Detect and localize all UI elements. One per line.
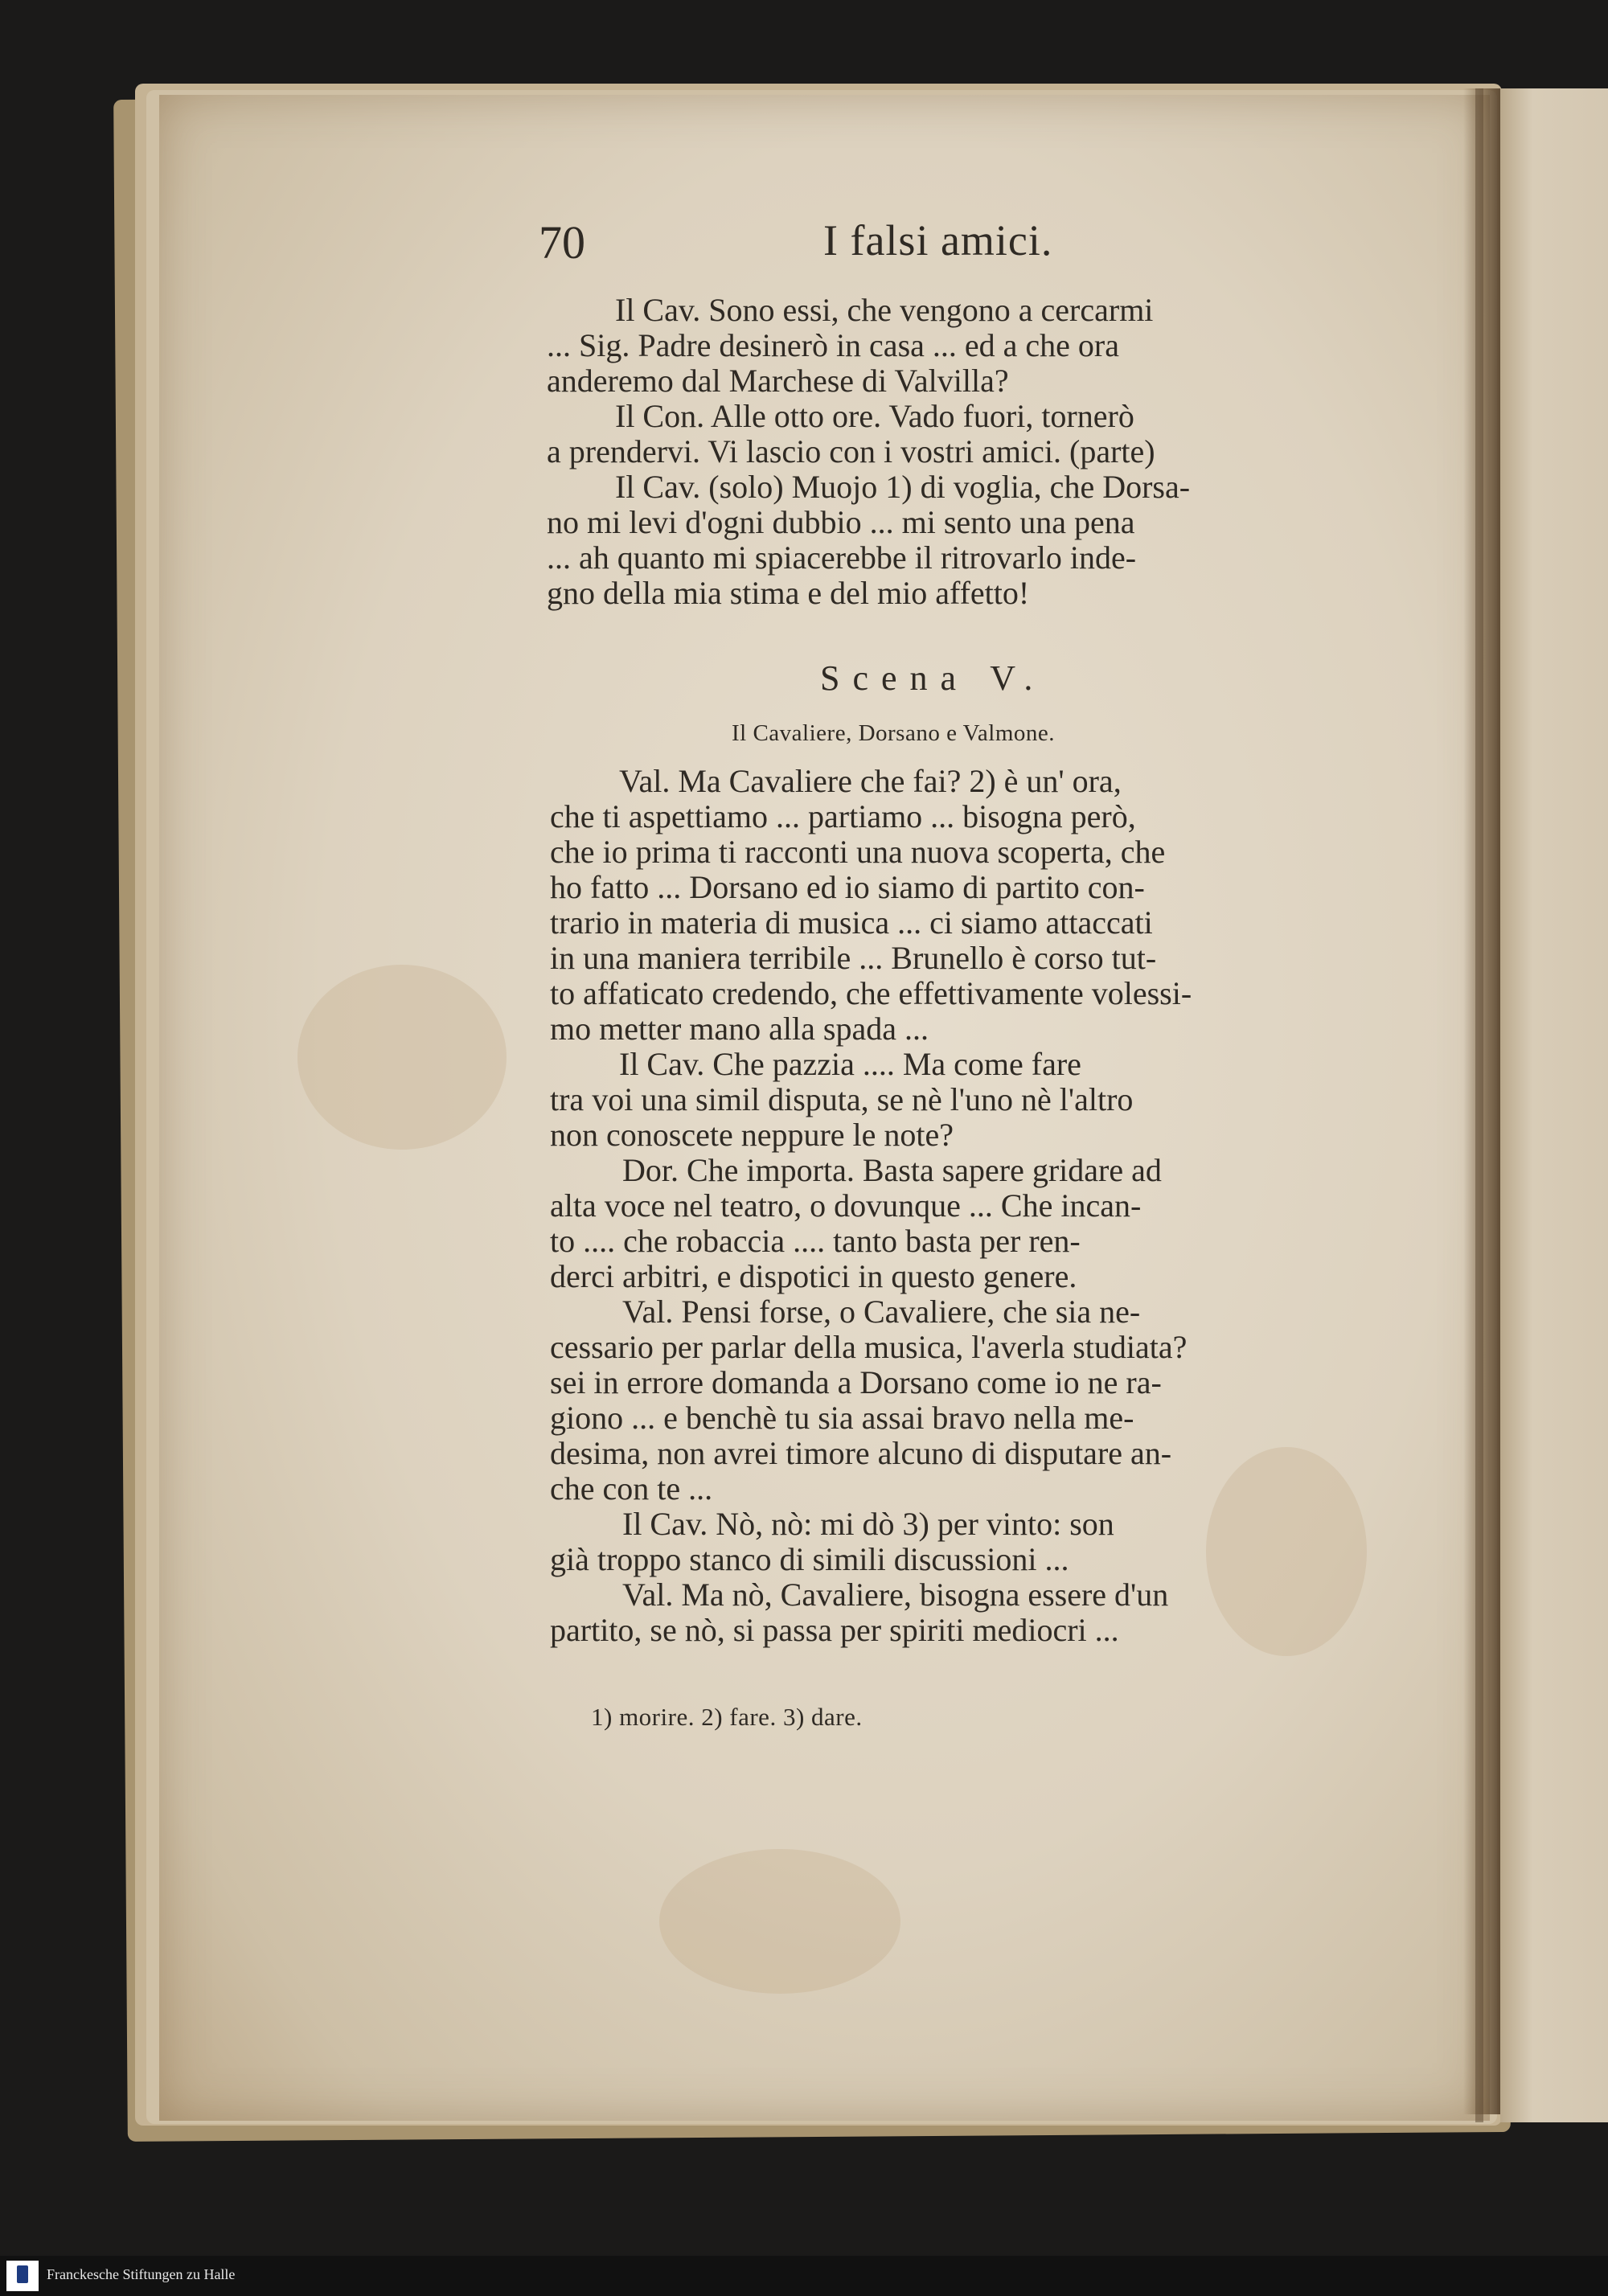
scene-line: Dor. Che importa. Basta sapere gridare ad <box>622 1152 1162 1188</box>
scene-line: che io prima ti racconti una nuova scoperta, che <box>550 834 1166 870</box>
footer-bar <box>0 2256 1608 2296</box>
running-title: I falsi amici. <box>823 216 1053 264</box>
scene-line: mo metter mano alla spada ... <box>550 1011 929 1047</box>
body-line: Il Cav. (solo) Muojo 1) di voglia, che Dorsa- <box>615 469 1191 505</box>
scene-line: ho fatto ... Dorsano ed io siamo di partito con- <box>550 869 1145 905</box>
right-page-fragment <box>1500 88 1608 2122</box>
body-line: Il Cav. Sono essi, che vengono a cercarmi <box>615 292 1154 328</box>
scene-line: tra voi una simil disputa, se nè l'uno nè l'altro <box>550 1081 1134 1117</box>
scene-line: sei in errore domanda a Dorsano come io ne ra- <box>550 1364 1162 1400</box>
body-line: no mi levi d'ogni dubbio ... mi sento una pena <box>547 504 1135 540</box>
scene-line: che con te ... <box>550 1470 713 1507</box>
scene-line: desima, non avrei timore alcuno di disputare an- <box>550 1435 1172 1471</box>
footnotes: 1) morire. 2) fare. 3) dare. <box>591 1703 863 1731</box>
scene-line: in una maniera terribile ... Brunello è corso tut- <box>550 940 1157 976</box>
body-line: a prendervi. Vi lascio con i vostri amici. (parte) <box>547 433 1155 469</box>
scene-line: Il Cav. Che pazzia .... Ma come fare <box>619 1046 1081 1082</box>
scene-line: derci arbitri, e dispotici in questo genere. <box>550 1258 1077 1294</box>
scene-line: cessario per parlar della musica, l'averla studiata? <box>550 1329 1188 1365</box>
body-line: anderemo dal Marchese di Valvilla? <box>547 363 1009 399</box>
scene-line: to affaticato credendo, che effettivamente volessi- <box>550 975 1192 1011</box>
page-number: 70 <box>539 216 585 269</box>
scene-line: giono ... e benchè tu sia assai bravo nella me- <box>550 1400 1134 1436</box>
paper-stain <box>1206 1447 1367 1656</box>
institution-logo-icon <box>17 2265 28 2283</box>
scene-line: Val. Ma Cavaliere che fai? 2) è un' ora, <box>619 763 1122 799</box>
scene-line: partito, se nò, si passa per spiriti mediocri ... <box>550 1612 1119 1648</box>
institution-name: Franckesche Stiftungen zu Halle <box>47 2266 236 2282</box>
scene-line: non conoscete neppure le note? <box>550 1117 954 1153</box>
scene-line: già troppo stanco di simili discussioni ... <box>550 1541 1069 1577</box>
scene-characters: Il Cavaliere, Dorsano e Valmone. <box>732 720 1056 746</box>
scene-title: Scena V. <box>820 658 1046 698</box>
body-line: gno della mia stima e del mio affetto! <box>547 575 1030 611</box>
scene-line: Il Cav. Nò, nò: mi dò 3) per vinto: son <box>622 1506 1114 1542</box>
body-line: Il Con. Alle otto ore. Vado fuori, tornerò <box>615 398 1134 434</box>
scene-line: Val. Pensi forse, o Cavaliere, che sia ne- <box>622 1294 1141 1330</box>
scene-line: to .... che robaccia .... tanto basta per ren- <box>550 1223 1081 1259</box>
scene-line: alta voce nel teatro, o dovunque ... Che incan- <box>550 1187 1142 1224</box>
scene-line: che ti aspettiamo ... partiamo ... bisogna però, <box>550 798 1136 834</box>
body-line: ... Sig. Padre desinerò in casa ... ed a che ora <box>547 327 1119 363</box>
paper-stain <box>297 965 507 1150</box>
body-line: ... ah quanto mi spiacerebbe il ritrovarlo inde- <box>547 539 1137 576</box>
scene-line: trario in materia di musica ... ci siamo attaccati <box>550 904 1153 941</box>
paper-stain <box>659 1849 900 1994</box>
scene-line: Val. Ma nò, Cavaliere, bisogna essere d'un <box>622 1576 1169 1613</box>
spine-shadow <box>1475 88 1483 2122</box>
